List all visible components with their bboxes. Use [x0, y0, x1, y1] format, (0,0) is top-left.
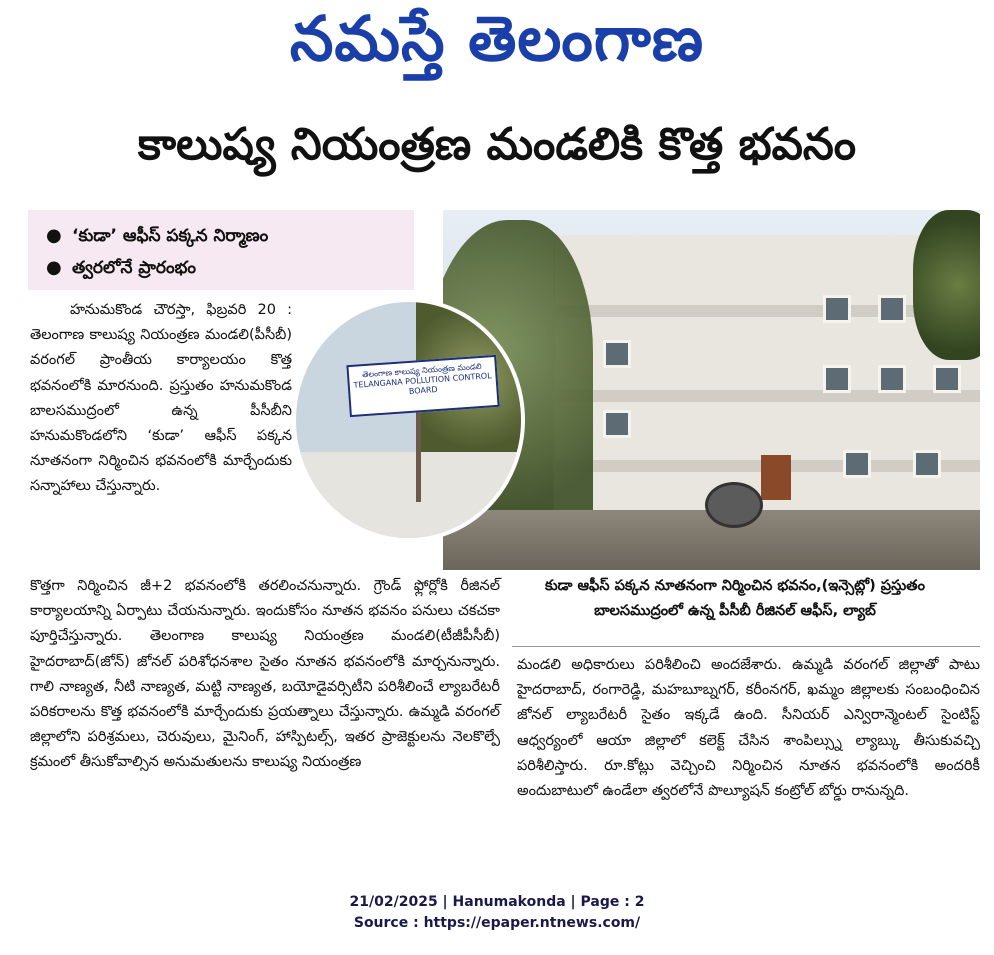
bullet-icon: ●	[46, 225, 62, 246]
inset-signboard: తెలంగాణ కాలుష్య నియంత్రణ మండలి TELANGANA POLLUTION CONTROL BOARD	[346, 355, 499, 417]
article-paragraph-1: హనుమకొండ చౌరస్తా, ఫిబ్రవరి 20 : తెలంగాణ కాలుష్య నియంత్రణ మండలి(పీసీబీ) వరంగల్ ప్రాంతీయ కార్యాలయం కొత్త భవనంలోకి మారనుంది. ప్రస్తుతం హనుమకొండ బాలసముద్రంలో ఉన్న పీసీబీని హనుమకొండలోని ‘కుడా’ ఆఫీస్ పక్కన నూతనంగా నిర్మించిన భవనంలోకి మార్చేందుకు సన్నాహాలు చేస్తున్నారు.	[30, 302, 292, 495]
photo-window	[603, 340, 631, 368]
newspaper-masthead: నమస్తే తెలంగాణ	[289, 2, 705, 75]
page-footer	[0, 892, 994, 934]
photo-tree	[913, 210, 980, 360]
photo-floor-band	[553, 390, 980, 402]
photo-window	[878, 365, 906, 393]
concrete-mixer	[705, 482, 763, 528]
inset-sign-pole	[416, 412, 421, 502]
highlights-box	[28, 210, 414, 290]
footer-date-edition: 21/02/2025 | Hanumakonda | Page : 2	[349, 894, 645, 910]
highlight-text: ‘కుడా’ ఆఫీస్ పక్కన నిర్మాణం	[72, 226, 269, 246]
photo-window	[603, 410, 631, 438]
photo-window	[933, 365, 961, 393]
inset-photo	[292, 298, 525, 542]
photo-window	[913, 450, 941, 478]
highlight-item	[46, 252, 414, 284]
caption-divider	[512, 646, 980, 647]
photo-door	[761, 455, 791, 500]
photo-window	[878, 295, 906, 323]
photo-window	[843, 450, 871, 478]
highlight-item	[46, 220, 414, 252]
photo-window	[823, 365, 851, 393]
highlight-text: త్వరలోనే ప్రారంభం	[72, 258, 196, 278]
footer-source-link[interactable]: Source : https://epaper.ntnews.com/	[353, 915, 641, 931]
photo-caption: కుడా ఆఫీస్ పక్కన నూతనంగా నిర్మించిన భవనం,(ఇన్సెట్లో) ప్రస్తుతం బాలసముద్రంలో ఉన్న పీసీబీ రీజినల్ ఆఫీస్, ల్యాబ్	[545, 578, 925, 619]
photo-window	[823, 295, 851, 323]
bullet-icon: ●	[46, 257, 62, 278]
article-paragraph-3: మండలి అధికారులు పరిశీలించి అందజేశారు. ఉమ్మడి వరంగల్ జిల్లాతో పాటు హైదరాబాద్, రంగారెడ్డి, మహబూబ్నగర్, కరీంనగర్, ఖమ్మం జిల్లాలకు సంబంధించిన జోనల్ ల్యాబరేటరీ సైతం ఇక్కడే ఉంది. సీనియర్ ఎన్విరాన్మెంటల్ సైంటిస్ట్ ఆధ్వర్యంలో ఆయా జిల్లాలో కలెక్ట్ చేసిన శాంపిల్స్ను ల్యాబ్కు తీసుకువచ్చి పరిశీలిస్తారు. రూ.కోట్లు వెచ్చించి నిర్మించిన నూతన భవనంలోకి అందరికీ అందుబాటులో ఉండేలా త్వరలోనే పొల్యూషన్ కంట్రోల్ బోర్డు రానున్నది.	[517, 657, 980, 800]
article-paragraph-2: కొత్తగా నిర్మించిన జీ+2 భవనంలోకి తరలించనున్నారు. గ్రౌండ్ ఫ్లోర్లోకి రీజినల్ కార్యాలయాన్ని ఏర్పాటు చేయనున్నారు. ఇందుకోసం నూతన భవనం పనులు చకచకా పూర్తిచేస్తున్నారు. తెలంగాణ కాలుష్య నియంత్రణ మండలి(టీజీపీసీబీ) హైదరాబాద్(జోన్) జోనల్ పరిశోధనశాల సైతం నూతన భవనంలోకి మార్చనున్నారు. గాలి నాణ్యత, నీటి నాణ్యత, మట్టి నాణ్యత, బయోడైవర్సిటీని పరిశీలించే ల్యాబరేటరీ పరికరాలను కొత్త భవనంలోకి మార్చేందుకు ప్రయత్నాలు చేస్తున్నారు. ఉమ్మడి వరంగల్ జిల్లాలోని పరిశ్రమలు, చెరువులు, మైనింగ్, హాస్పిటల్స్, ఇతర ప్రాజెక్టులను నెలకొల్పే క్రమంలో తీసుకోవాల్సిన అనుమతులను కాలుష్య నియంత్రణ	[30, 578, 500, 771]
inset-wall	[296, 452, 521, 542]
article-headline: కాలుష్య నియంత్రణ మండలికి కొత్త భవనం	[137, 119, 857, 170]
building-photo	[443, 210, 980, 570]
